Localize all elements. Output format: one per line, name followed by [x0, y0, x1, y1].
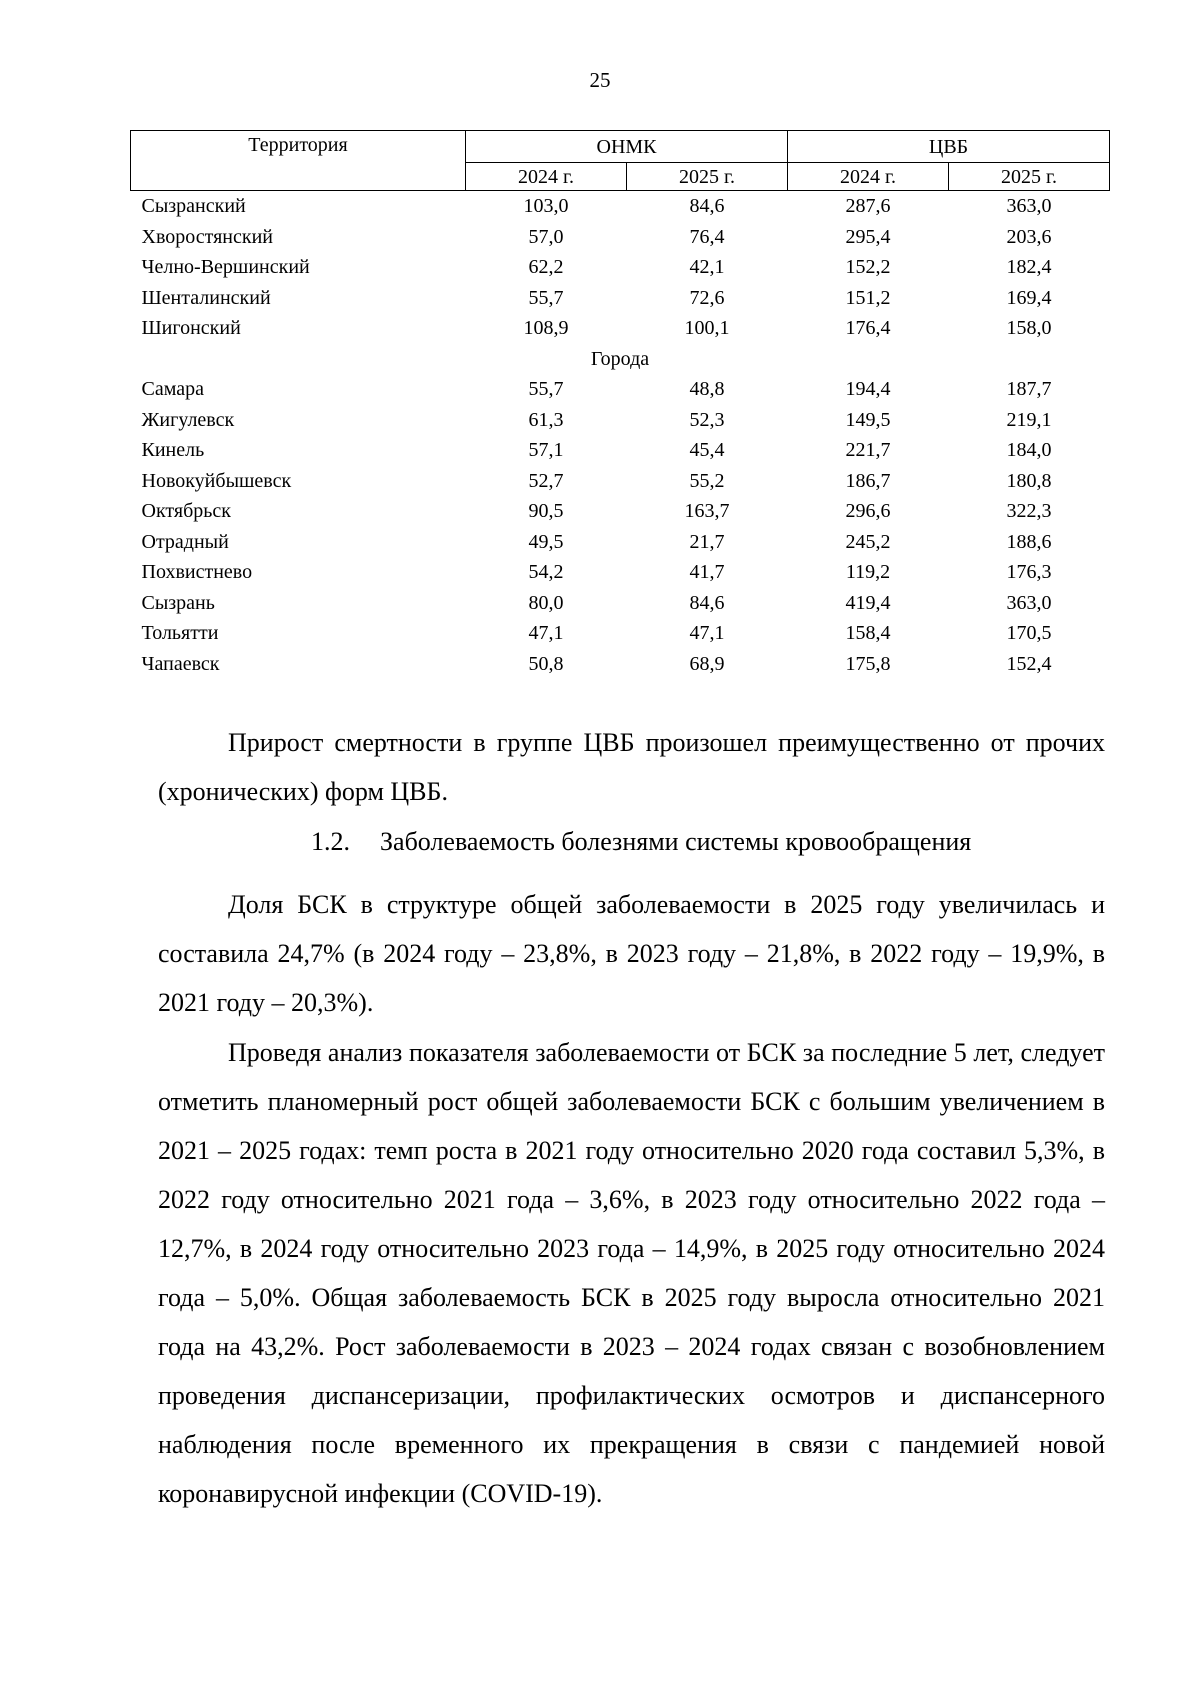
table-row	[131, 649, 1110, 680]
value-cell: 221,7	[845, 439, 891, 462]
value-cell: 55,2	[689, 469, 725, 492]
group-header-cvb: ЦВБ	[788, 131, 1110, 163]
value-cell: 363,0	[1006, 591, 1052, 614]
table-row	[131, 222, 1110, 253]
value-cell: 194,4	[845, 378, 891, 401]
paragraph-text: Прирост смертности в группе ЦВБ произошел преимущественно от прочих (хронических) форм ЦВБ.	[158, 728, 1105, 806]
value-cell: 158,0	[1006, 317, 1052, 340]
value-cell: 151,2	[845, 286, 891, 309]
section-label: Города	[590, 347, 650, 370]
value-cell: 21,7	[689, 530, 725, 553]
territory-name-cell: Чапаевск	[141, 652, 220, 675]
value-cell: 50,8	[528, 652, 564, 675]
table-row	[131, 435, 1110, 466]
page-number: 25	[589, 68, 611, 92]
value-cell: 149,5	[845, 408, 891, 431]
value-cell: 57,1	[528, 439, 564, 462]
value-cell: 54,2	[528, 561, 564, 584]
table-row	[131, 588, 1110, 619]
value-cell: 55,7	[528, 286, 564, 309]
year-header: 2024 г.	[788, 163, 949, 191]
value-cell: 182,4	[1006, 256, 1052, 279]
paragraph-bsk-share	[158, 880, 1105, 1027]
value-cell: 52,7	[528, 469, 564, 492]
value-cell: 322,3	[1006, 500, 1052, 523]
value-cell: 47,1	[689, 622, 725, 645]
value-cell: 176,3	[1006, 561, 1052, 584]
table-row	[131, 191, 1110, 222]
value-cell: 219,1	[1006, 408, 1052, 431]
value-cell: 100,1	[684, 317, 730, 340]
value-cell: 152,4	[1006, 652, 1052, 675]
territory-name-cell: Новокуйбышевск	[141, 469, 292, 492]
territory-name-cell: Шенталинский	[141, 286, 271, 309]
value-cell: 419,4	[845, 591, 891, 614]
value-cell: 187,7	[1006, 378, 1052, 401]
value-cell: 163,7	[684, 500, 730, 523]
value-cell: 55,7	[528, 378, 564, 401]
value-cell: 158,4	[845, 622, 891, 645]
value-cell: 57,0	[528, 225, 564, 248]
value-cell: 72,6	[689, 286, 725, 309]
value-cell: 180,8	[1006, 469, 1052, 492]
group-header-onmk: ОНМК	[466, 131, 788, 163]
territory-name-cell: Кинель	[141, 439, 205, 462]
territory-name-cell: Жигулевск	[141, 408, 235, 431]
value-cell: 186,7	[845, 469, 891, 492]
value-cell: 62,2	[528, 256, 564, 279]
paragraph-text: Проведя анализ показателя заболеваемости от БСК за последние 5 лет, следует отметить планомерный рост общей заболеваемости БСК с большим увеличением в 2021 – 2025 годах: темп роста в 2021 году относительно 2020 года составил 5,3%, в 2022 году относительно 2021 года – 3,6%, в 2023 году относительно 2022 года – 12,7%, в 2024 году относительно 2023 года – 14,9%, в 2025 году относительно 2024 года – 5,0%. Общая заболеваемость БСК в 2025 году выросла относительно 2021 года на 43,2%. Рост заболеваемости в 2023 – 2024 годах связан с возобновлением проведения диспансеризации, профилактических осмотров и диспансерного наблюдения после временного их прекращения в связи с пандемией новой коронавирусной инфекции (COVID-19).	[158, 1038, 1105, 1508]
value-cell: 296,6	[845, 500, 891, 523]
table-row	[131, 466, 1110, 497]
table-body	[131, 191, 1110, 680]
value-cell: 76,4	[689, 225, 725, 248]
section-heading-text: Заболеваемость болезнями системы кровообращения	[380, 827, 972, 856]
territory-name-cell: Челно-Вершинский	[141, 256, 310, 279]
year-header: 2024 г.	[466, 163, 627, 191]
value-cell: 84,6	[689, 591, 725, 614]
value-cell: 90,5	[528, 500, 564, 523]
paragraph-text: Доля БСК в структуре общей заболеваемости в 2025 году увеличилась и составила 24,7% (в 2024 году – 23,8%, в 2023 году – 21,8%, в 2022 году – 19,9%, в 2021 году – 20,3%).	[158, 890, 1105, 1017]
value-cell: 48,8	[689, 378, 725, 401]
value-cell: 47,1	[528, 622, 564, 645]
value-cell: 119,2	[845, 561, 891, 584]
value-cell: 108,9	[523, 317, 569, 340]
value-cell: 295,4	[845, 225, 891, 248]
year-header: 2025 г.	[627, 163, 788, 191]
section-heading-number: 1.2.	[311, 827, 350, 856]
value-cell: 68,9	[689, 652, 725, 675]
mortality-table	[130, 130, 1110, 679]
territory-name-cell: Отрадный	[141, 530, 229, 553]
value-cell: 245,2	[845, 530, 891, 553]
table-row	[131, 557, 1110, 588]
table-row	[131, 252, 1110, 283]
value-cell: 175,8	[845, 652, 891, 675]
territory-header: Территория	[131, 131, 466, 191]
value-cell: 169,4	[1006, 286, 1052, 309]
value-cell: 52,3	[689, 408, 725, 431]
territory-name-cell: Сызрань	[141, 591, 215, 614]
value-cell: 184,0	[1006, 439, 1052, 462]
value-cell: 61,3	[528, 408, 564, 431]
table-row	[131, 618, 1110, 649]
territory-name-cell: Тольятти	[141, 622, 219, 645]
value-cell: 84,6	[689, 195, 725, 218]
section-row-cities	[131, 344, 1110, 375]
value-cell: 45,4	[689, 439, 725, 462]
paragraph-bsk-analysis	[158, 1028, 1105, 1518]
table-row	[131, 283, 1110, 314]
value-cell: 188,6	[1006, 530, 1052, 553]
value-cell: 152,2	[845, 256, 891, 279]
table-row	[131, 313, 1110, 344]
value-cell: 203,6	[1006, 225, 1052, 248]
value-cell: 42,1	[689, 256, 725, 279]
territory-name-cell: Похвистнево	[141, 561, 253, 584]
territory-name-cell: Шигонский	[141, 317, 241, 340]
territory-name-cell: Сызранский	[141, 195, 246, 218]
territory-name-cell: Хворостянский	[141, 225, 274, 248]
value-cell: 80,0	[528, 591, 564, 614]
table-row	[131, 374, 1110, 405]
value-cell: 363,0	[1006, 195, 1052, 218]
paragraph-mortality-growth	[158, 718, 1105, 816]
territory-name-cell: Самара	[141, 378, 204, 401]
table-row	[131, 405, 1110, 436]
value-cell: 49,5	[528, 530, 564, 553]
value-cell: 170,5	[1006, 622, 1052, 645]
value-cell: 103,0	[523, 195, 569, 218]
table-row	[131, 527, 1110, 558]
territory-name-cell: Октябрьск	[141, 500, 231, 523]
value-cell: 287,6	[845, 195, 891, 218]
table-row	[131, 496, 1110, 527]
value-cell: 41,7	[689, 561, 725, 584]
year-header: 2025 г.	[949, 163, 1110, 191]
value-cell: 176,4	[845, 317, 891, 340]
